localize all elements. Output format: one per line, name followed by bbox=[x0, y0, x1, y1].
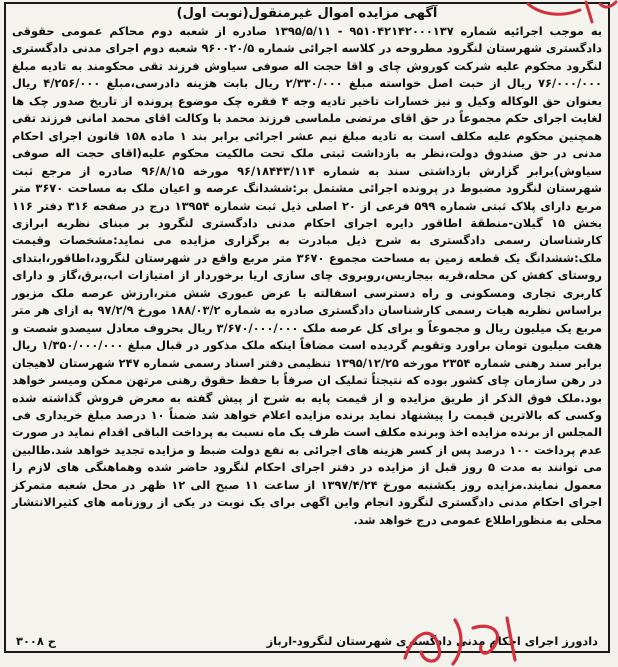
notice-body-paragraph: به موجب اجرائیه شماره ۹۵۱۰۴۲۱۴۲۰۰۰۱۳۷ - ۱۳۹۵/۵/۱۱ صادره از شعبه دوم محاکم عمومی حقوقی دادگستری شهرستان لنگرود مطروحه در کلاسه اجرائی شماره ۹۶۰۰۲۰/۵ شعبه دوم اجرای مدنی دادگستری لنگرود محکوم علیه شرکت کوروش چای و اقا حجت اله صوفی سیاوش فرزند تقی محکومند به تادیه مبلغ ۷۶/۰۰۰/۰۰۰ ریال از حبت اصل خواسته مبلغ ۲/۳۳۰/۰۰۰ ریال بابت هزینه دادرسی،مبلغ ۴/۲۵۶/۰۰۰ ریال بعنوان حق الوکاله وکیل و نیز خسارات تاخیر تادیه وجه ۴ فقره چک موضوع پرونده از تاریخ صدور چک ها لغایت اجرای حکم مجموعاً در حق اقای مرتضی ملماسی فرزند محمد با وکالت اقای محمد امانی فرزند تقی همچنین محکوم علیه مکلف است به تادیه مبلغ نیم عشر اجرائی برابر بند ۱ ماده ۱۵۸ قانون اجرای احکام مدنی در حق صندوق دولت،نظر به بازداشت ثبتی ملک تحت مالکیت محکوم علیه(اقای حجت اله صوفی سیاوش)برابر گزارش بازداشتی سند به شماره ۹۶/۱۸۴۴۳/۱۱۴ مورخه ۹۶/۸/۱۵ صادره از مرجع ثبت شهرستان لنگرود مضبوط در پرونده اجرائی مشتمل بر:ششدانگ عرصه و اعیان ملک به مساحت ۳۶۷۰ متر مربع دارای پلاک ثبتی شماره ۵۹۹ فرعی از ۲۰ اصلی ذیل ثبت شماره ۱۳۹۵۴ درج در صفحه ۳۱۶ دفتر ۱۱۶ بخش ۱۵ گیلان-منطقة اطاقور دایره اجرای احکام مدنی دادگستری لنگرود بر مبنای نظریه ابرازی کارشناسان رسمی دادگستری به شرح ذیل مبادرت به برگزاری مزایده می نماید:مشخصات وقیمت ملک:ششدانگ یک قطعه زمین به مساحت مجموع ۳۶۷۰ متر مربع واقع در شهرستان لنگرود،اطاقور،ابتدای روستای کفش کن محله،قریه بیجاریس،روبروی چای سازی اریا برخوردار از امتیازات اب،برق،گاز و دارای کاربری تجاری ومسکونی و راه دسترسی اسفالته با عرض عبوری شش متر،ارزش عرصه ملک مزبور براساس نظریه هیات رسمی کارشناسان دادگستری صادره به شماره ۱۸۸/۰۳/۲ مورخ ۹۷/۲/۹ به ازای هر متر مربع یک میلیون ریال و مجموعاً و برای کل عرصه ملک ۳/۶۷۰/۰۰۰/۰۰۰ ریال بحروف معادل سیصدو شصت و هفت میلیون تومان براورد وتقویم گردیده است مضافاً اینکه ملک مذکور در قبال مبلغ ۱/۳۵۰/۰۰۰/۰۰۰ ریال برابر سند رهنی شماره ۲۳۵۴ مورخه ۱۳۹۵/۱۲/۲۵ تنظیمی دفتر اسناد رسمی شماره ۲۴۷ شهرستان لاهیجان در رهن سازمان چای کشور بوده که نتیجتاً تملیک ان صرفاً با حفظ حقوق رهنی مرتهن ممکن ومیسر خواهد بود.ملک فوق الذکر از طریق مزایده و از قیمت پایه به شرح از پیش گفته به معرض فروش گذاشته شده وکسی که بالاترین قیمت را پیشنهاد نماید برنده مزایده اعلام خواهد شد ضمناً ۱۰ درصد مبلغ خریداری فی المجلس از برنده مزایده اخذ وبرنده مکلف است ظرف یک ماه نسبت به پرداخت الباقی اقدام نماید در صورت عدم پرداخت ۱۰۰ درصد پس از کسر هزینه های اجرائی به نفع دولت ضبط و مزایده تجدید خواهد شد.طالبین می توانند به مدت ۵ روز قبل از مزایده در دفتر اجرای احکام لنگرود حاضر شده وهماهنگی های لازم را معمول نمایند.مزایده روز یکشنبه مورخ ۱۳۹۷/۴/۲۴ از ساعت ۱۱ صبح الی ۱۲ ظهر در محل شعبه متمرکز اجرای احکام مدنی دادگستری لنگرود انجام واین اگهی برای یک نوبت در یکی از روزنامه های کثیرالانتشار محلی به منظوراطلاع عمومی درج خواهد شد. bbox=[12, 24, 603, 527]
notice-body bbox=[12, 23, 602, 529]
signature-code: ح ۳۰۰۸ bbox=[16, 634, 56, 648]
notice-signature-line bbox=[16, 634, 598, 649]
signature-text: دادورز اجرای احکام مدنی دادگستری شهرستان لنگرود-ارباز bbox=[266, 634, 598, 648]
notice-frame bbox=[4, 2, 610, 653]
notice-title: آگهی مزایده اموال غیرمنقول(نوبت اول) bbox=[176, 6, 438, 21]
